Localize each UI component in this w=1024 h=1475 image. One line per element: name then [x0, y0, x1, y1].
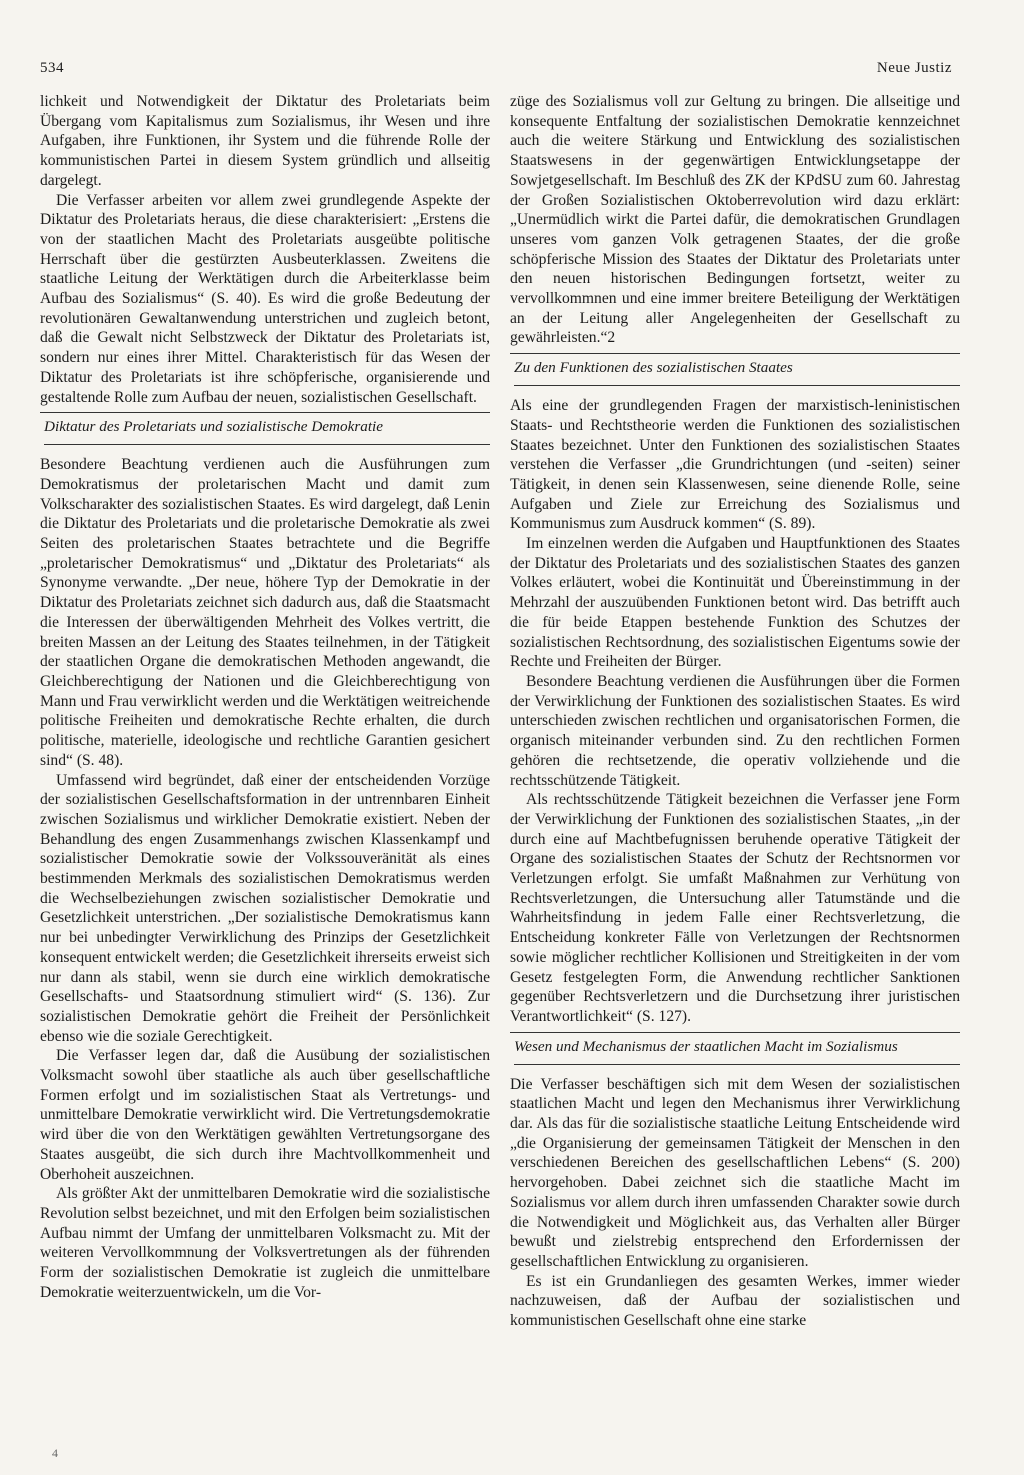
left-column	[40, 92, 490, 1302]
section-heading: Diktatur des Proletariats und sozialistische Demokratie	[44, 417, 490, 445]
paragraph: Umfassend wird begründet, daß einer der entscheidenden Vorzüge der sozialistischen Gesellschaftsformation in der untrennbaren Einheit zwischen Sozialismus und wirklicher Demokratie existiert. Neben der Behandlung des engen Zusammenhangs zwischen Klassenkampf und sozialistischer Demokratie sowie der Volkssouveränität als eines bestimmenden Merkmals des sozialistischen Demokratismus werden die Wechselbeziehungen zwischen sozialistischer Demokratie und Gesetzlichkeit unterstrichen. „Der sozialistische Demokratismus kann nur bei unbedingter Verwirklichung des Prinzips der Gesetzlichkeit konsequent entwickelt werden; die Gesetzlichkeit ihrerseits erweist sich nur dann als stabil, wenn sie durch eine wirklich demokratische Gesellschafts- und Staatsordnung stimuliert wird“ (S. 136). Zur sozialistischen Demokratie gehört die Freiheit der Persönlichkeit ebenso wie die soziale Gerechtigkeit.	[40, 771, 490, 1045]
paragraph: Besondere Beachtung verdienen auch die Ausführungen zum Demokratismus der proletarischen Macht und damit zum Volkscharakter des sozialistischen Staates. Es wird dargelegt, daß Lenin die Diktatur des Proletariats und die proletarische Demokratie als zwei Seiten des proletarischen Staates betrachtete und die Begriffe „proletarischer Demokratismus“ und „Diktatur des Proletariats“ als Synonyme verwandte. „Der neue, höhere Typ der Demokratie in der Diktatur des Proletariats zeichnet sich dadurch aus, daß die Staatsmacht die Interessen der überwältigenden Mehrheit des Volkes vertritt, die breiten Massen an der Leitung des Staates teilnehmen, in der Tätigkeit der staatlichen Organe die demokratischen Methoden angewandt, die Gleichberechtigung der Nationen und die Gleichberechtigung von Mann und Frau verwirklicht werden und die Werktätigen weitreichende politische Freiheiten und demokratische Rechte erhalten, die durch politische, materielle, ideologische und rechtliche Garantien gesichert sind“ (S. 48).	[40, 456, 490, 769]
paragraph: Als rechtsschützende Tätigkeit bezeichnen die Verfasser jene Form der Verwirklichung der Funktionen des sozialistischen Staates, „in der durch eine auf Machtbefugnissen beruhende operative Tätigkeit der Organe des sozialistischen Staates der Schutz der Rechtsnormen vor Verletzungen erfolgt. Sie umfaßt Maßnahmen zur Verhütung von Rechtsverletzungen, die Untersuchung aller Tatumstände und die Wahrheitsfindung in jedem Falle einer Rechtsverletzung, die Entscheidung konkreter Fälle von Verletzungen der Rechtsnormen sowie möglicher rechtlicher Kollisionen und Streitigkeiten in der vom Gesetz festgelegten Form, die Anwendung rechtlicher Sanktionen gegenüber Rechtsverletzern und die Durchsetzung ihrer juristischen Verantwortlichkeit“ (S. 127).	[510, 791, 960, 1025]
paragraph: Es ist ein Grundanliegen des gesamten Werkes, immer wieder nachzuweisen, daß der Aufbau der sozialistischen und kommunistischen Gesellschaft ohne eine starke	[510, 1272, 960, 1330]
paragraph: züge des Sozialismus voll zur Geltung zu bringen. Die allseitige und konsequente Entfaltung der sozialistischen Demokratie kennzeichnet auch die weitere Stärkung und Entwicklung des sozialistischen Staatswesens in der gegenwärtigen Entwicklungsetappe der Sowjetgesellschaft. Im Beschluß des ZK der KPdSU zum 60. Jahrestag der Großen Sozialistischen Oktoberrevolution wird dazu erklärt: „Unermüdlich wirkt die Partei dafür, die demokratischen Grundlagen unseres vom ganzen Volk getragenen Staates, der die große schöpferische Mission des Staates der Diktatur des Proletariats unter den neuen historischen Bedingungen fortsetzt, weiter zu vervollkommnen und eine immer breitere Beteiligung der Werktätigen an der Leitung aller Angelegenheiten der Gesellschaft zu gewährleisten.“2	[510, 93, 960, 347]
section-rule	[510, 353, 960, 354]
paragraph: Als größter Akt der unmittelbaren Demokratie wird die sozialistische Revolution selbst bezeichnet, und mit den Erfolgen beim sozialistischen Aufbau nimmt der Umfang der unmittelbaren Volksmacht zu. Mit der weiteren Vervollkommnung der Volksvertretungen als der führenden Form der sozialistischen Demokratie ist zugleich die unmittelbare Demokratie weiterzuentwickeln, um die Vor-	[40, 1185, 490, 1301]
section-heading: Zu den Funktionen des sozialistischen Staates	[514, 358, 960, 386]
right-column	[510, 92, 960, 1331]
paragraph: Besondere Beachtung verdienen die Ausführungen über die Formen der Verwirklichung der Funktionen des sozialistischen Staates. Es wird unterschieden zwischen rechtlichen und organisatorischen Formen, die organisch miteinander verbunden sind. Zu den rechtlichen Formen gehören die rechtsetzende, die operativ vollziehende und die rechtsschützende Tätigkeit.	[510, 672, 960, 789]
paragraph: Die Verfasser arbeiten vor allem zwei grundlegende Aspekte der Diktatur des Proletariats heraus, die diese charakterisiert: „Erstens die von der staatlichen Macht des Proletariats ausgeübte politische Herrschaft über die gestürzten Ausbeuterklassen. Zweitens die staatliche Leitung der Werktätigen durch die Arbeiterklasse beim Aufbau des Sozialismus“ (S. 40). Es wird die große Bedeutung der revolutionären Gewaltanwendung unterstrichen und zugleich betont, daß die Gewalt nicht Selbstzweck der Diktatur des Proletariats ist, sondern nur eines ihrer Mittel. Charakteristisch für das Wesen der Diktatur des Proletariats ist ihre schöpferische, organisierende und gestaltende Rolle zum Aufbau der neuen, sozialistischen Gesellschaft.	[40, 191, 490, 406]
paragraph: Als eine der grundlegenden Fragen der marxistisch-leninistischen Staats- und Rechtstheorie werden die Funktionen des sozialistischen Staates bezeichnet. Unter den Funktionen des sozialistischen Staates verstehen die Verfasser „die Grundrichtungen (und -seiten) seiner Tätigkeit, in denen sein Klassenwesen, seine dienende Rolle, seine Aufgaben und Ziele zur Erreichung des Sozialismus und Kommunismus zum Ausdruck kommen“ (S. 89).	[510, 397, 960, 533]
journal-title: Neue Justiz	[876, 60, 952, 76]
section-rule	[510, 1032, 960, 1033]
paragraph: Die Verfasser legen dar, daß die Ausübung der sozialistischen Volksmacht sowohl über staatliche als auch über gesellschaftliche Formen erfolgt und im sozialistischen Staat als Vertretungs- und unmittelbare Demokratie verwirklicht wird. Die Vertretungsdemokratie wird über die von den Werktätigen gewählten Vertretungsorgane des Staates ausgeübt, die sich durch ihre Machtvollkommenheit und Oberhoheit auszeichnen.	[40, 1047, 490, 1183]
paragraph: Die Verfasser beschäftigen sich mit dem Wesen der sozialistischen staatlichen Macht und legen den Mechanismus ihrer Verwirklichung dar. Als das für die sozialistische staatliche Leitung Entscheidende wird „die Organisierung der gemeinsamen Tätigkeit der Menschen in den verschiedenen Bereichen des gesellschaftlichen Lebens“ (S. 200) hervorgehoben. Dabei zeichnet sich die staatliche Macht im Sozialismus vor allem durch ihren umfassenden Charakter sowie durch die Notwendigkeit und Möglichkeit aus, das Verhalten aller Bürger bewußt und zielstrebig entsprechend den Erfordernissen der gesellschaftlichen Entwicklung zu organisieren.	[510, 1075, 960, 1270]
paragraph: Im einzelnen werden die Aufgaben und Hauptfunktionen des Staates der Diktatur des Proletariats und des sozialistischen Staates des ganzen Volkes erläutert, wobei die Kontinuität und Übereinstimmung in der Mehrzahl der auszuübenden Funktionen betont wird. Das betrifft auch die für beide Etappen bestehende Funktion des Schutzes der sozialistischen Rechtsordnung, des sozialistischen Eigentums sowie der Rechte und Freiheiten der Bürger.	[510, 535, 960, 671]
page-number: 534	[40, 60, 64, 76]
section-rule	[40, 412, 490, 413]
section-heading: Wesen und Mechanismus der staatlichen Macht im Sozialismus	[514, 1037, 960, 1065]
footer-mark: 4	[52, 1446, 58, 1460]
paragraph: lichkeit und Notwendigkeit der Diktatur des Proletariats beim Übergang vom Kapitalismus zum Sozialismus, ihr Wesen und ihre Aufgaben, ihre Funktionen, ihr System und die führende Rolle der kommunistischen Partei in diesem System gründlich und allseitig dargelegt.	[40, 93, 490, 189]
